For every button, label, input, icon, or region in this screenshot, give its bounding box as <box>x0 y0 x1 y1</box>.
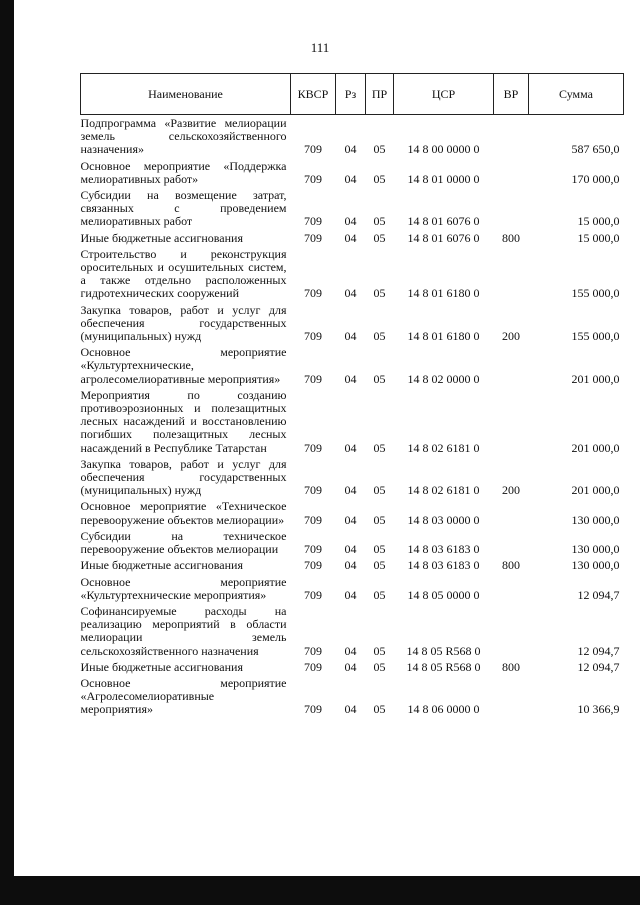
row-rz: 04 <box>344 483 357 498</box>
table-header-row <box>81 74 624 115</box>
row-csr: 14 8 02 0000 0 <box>407 371 480 386</box>
row-sum: 587 650,0 <box>571 142 620 157</box>
row-sum: 170 000,0 <box>571 171 620 186</box>
row-csr: 14 8 05 R568 0 <box>406 643 481 658</box>
row-csr: 14 8 01 0000 0 <box>407 171 480 186</box>
header-sum: Сумма <box>529 74 624 115</box>
row-pr: 05 <box>373 371 386 386</box>
budget-table-container <box>80 73 623 718</box>
row-sum: 201 000,0 <box>571 440 620 455</box>
row-pr: 05 <box>373 659 386 674</box>
row-kvsr: 709 <box>304 659 322 674</box>
row-csr: 14 8 02 6181 0 <box>407 440 480 455</box>
table-row <box>81 659 624 675</box>
row-vr: 200 <box>502 329 520 344</box>
row-pr: 05 <box>373 643 386 658</box>
row-sum: 130 000,0 <box>571 512 620 527</box>
row-kvsr: 709 <box>304 512 322 527</box>
row-vr <box>494 246 529 302</box>
table-row <box>81 187 624 230</box>
row-sum: 155 000,0 <box>571 286 620 301</box>
table-row <box>81 230 624 246</box>
row-kvsr: 709 <box>304 542 322 557</box>
row-kvsr: 709 <box>304 483 322 498</box>
row-name: Иные бюджетные ассигнования <box>80 659 243 674</box>
row-vr <box>494 528 529 557</box>
row-pr: 05 <box>373 171 386 186</box>
row-pr: 05 <box>373 542 386 557</box>
row-pr: 05 <box>373 329 386 344</box>
header-rz: Рз <box>336 74 366 115</box>
row-sum: 15 000,0 <box>577 230 620 245</box>
header-pr: ПР <box>366 74 394 115</box>
row-kvsr: 709 <box>304 643 322 658</box>
row-vr <box>494 158 529 187</box>
row-kvsr: 709 <box>304 142 322 157</box>
row-name: Мероприятия по созданию противоэрозионных и полезащитных лесных насаждений и восстановлению погибших полезащитных лесных насаждений в Республике Татарстан <box>80 387 287 455</box>
row-vr <box>494 603 529 659</box>
row-csr: 14 8 06 0000 0 <box>407 702 480 717</box>
row-sum: 155 000,0 <box>571 329 620 344</box>
row-csr: 14 8 00 0000 0 <box>407 142 480 157</box>
row-pr: 05 <box>373 702 386 717</box>
row-rz: 04 <box>344 512 357 527</box>
row-pr: 05 <box>373 558 386 573</box>
row-rz: 04 <box>344 558 357 573</box>
row-pr: 05 <box>373 230 386 245</box>
row-csr: 14 8 01 6180 0 <box>407 329 480 344</box>
row-vr: 800 <box>502 659 520 674</box>
row-rz: 04 <box>344 440 357 455</box>
page-number: 111 <box>310 40 330 55</box>
row-vr: 800 <box>502 230 520 245</box>
row-pr: 05 <box>373 512 386 527</box>
row-rz: 04 <box>344 371 357 386</box>
row-csr: 14 8 01 6180 0 <box>407 286 480 301</box>
row-kvsr: 709 <box>304 171 322 186</box>
row-name: Субсидии на возмещение затрат, связанных с проведением мелиоративных работ <box>80 188 287 229</box>
row-vr: 800 <box>502 558 520 573</box>
row-vr <box>494 187 529 230</box>
row-kvsr: 709 <box>304 286 322 301</box>
row-name: Субсидии на техническое перевооружение объектов мелиорации <box>80 528 287 557</box>
row-sum: 12 094,7 <box>577 643 620 658</box>
row-name: Иные бюджетные ассигнования <box>80 558 243 573</box>
row-vr <box>494 675 529 718</box>
row-rz: 04 <box>344 286 357 301</box>
row-rz: 04 <box>344 171 357 186</box>
row-name: Основное мероприятие «Культуртехнические мероприятия» <box>80 574 287 602</box>
row-vr <box>494 387 529 456</box>
row-vr <box>494 574 529 603</box>
scan-bottom-edge <box>0 876 640 905</box>
row-sum: 130 000,0 <box>571 558 620 573</box>
row-csr: 14 8 01 6076 0 <box>407 230 480 245</box>
row-csr: 14 8 03 6183 0 <box>407 558 480 573</box>
row-rz: 04 <box>344 329 357 344</box>
budget-table <box>80 73 624 718</box>
header-name: Наименование <box>81 74 291 115</box>
row-name: Основное мероприятие «Техническое перевооружение объектов мелиорации» <box>80 499 287 527</box>
row-name: Строительство и реконструкция оросительных и осушительных систем, а также отдельно расположенных гидротехнических сооружений <box>80 246 287 301</box>
table-row <box>81 498 624 527</box>
row-name: Софинансируемые расходы на реализацию мероприятий в области мелиорации земель сельскохозяйственного назначения <box>80 603 287 658</box>
row-name: Закупка товаров, работ и услуг для обеспечения государственных (муниципальных) нужд <box>80 456 287 498</box>
row-pr: 05 <box>373 483 386 498</box>
row-csr: 14 8 01 6076 0 <box>407 214 480 229</box>
row-rz: 04 <box>344 643 357 658</box>
row-vr: 200 <box>502 483 520 498</box>
row-kvsr: 709 <box>304 329 322 344</box>
row-rz: 04 <box>344 702 357 717</box>
row-csr: 14 8 05 0000 0 <box>407 587 480 602</box>
row-sum: 12 094,7 <box>577 587 620 602</box>
table-row <box>81 158 624 187</box>
row-kvsr: 709 <box>304 371 322 386</box>
row-pr: 05 <box>373 142 386 157</box>
scan-left-edge <box>0 0 14 905</box>
row-csr: 14 8 03 0000 0 <box>407 512 480 527</box>
row-kvsr: 709 <box>304 230 322 245</box>
row-kvsr: 709 <box>304 702 322 717</box>
row-csr: 14 8 05 R568 0 <box>406 659 481 674</box>
table-row <box>81 344 624 387</box>
row-rz: 04 <box>344 142 357 157</box>
row-pr: 05 <box>373 440 386 455</box>
row-vr <box>494 115 529 158</box>
row-name: Подпрограмма «Развитие мелиорации земель сельскохозяйственного назначения» <box>80 116 287 157</box>
header-kvsr: КВСР <box>291 74 336 115</box>
row-name: Закупка товаров, работ и услуг для обеспечения государственных (муниципальных) нужд <box>80 302 287 344</box>
row-sum: 201 000,0 <box>571 483 620 498</box>
row-pr: 05 <box>373 214 386 229</box>
row-pr: 05 <box>373 587 386 602</box>
row-name: Основное мероприятие «Агролесомелиоративные мероприятия» <box>80 675 287 717</box>
row-sum: 130 000,0 <box>571 542 620 557</box>
row-rz: 04 <box>344 542 357 557</box>
row-kvsr: 709 <box>304 214 322 229</box>
row-pr: 05 <box>373 286 386 301</box>
row-rz: 04 <box>344 587 357 602</box>
row-name: Основное мероприятие «Культуртехнические, агролесомелиоративные мероприятия» <box>80 345 287 386</box>
table-row <box>81 302 624 345</box>
row-csr: 14 8 02 6181 0 <box>407 483 480 498</box>
header-csr: ЦСР <box>394 74 494 115</box>
row-sum: 15 000,0 <box>577 214 620 229</box>
table-row <box>81 456 624 499</box>
table-row <box>81 115 624 158</box>
row-vr <box>494 498 529 527</box>
row-csr: 14 8 03 6183 0 <box>407 542 480 557</box>
row-name: Иные бюджетные ассигнования <box>80 230 243 245</box>
row-rz: 04 <box>344 214 357 229</box>
table-row <box>81 574 624 603</box>
row-kvsr: 709 <box>304 558 322 573</box>
row-rz: 04 <box>344 659 357 674</box>
header-vr: ВР <box>494 74 529 115</box>
table-row <box>81 557 624 573</box>
table-row <box>81 246 624 302</box>
row-kvsr: 709 <box>304 587 322 602</box>
row-sum: 10 366,9 <box>577 702 620 717</box>
row-rz: 04 <box>344 230 357 245</box>
table-row <box>81 528 624 557</box>
row-sum: 12 094,7 <box>577 659 620 674</box>
row-sum: 201 000,0 <box>571 371 620 386</box>
row-vr <box>494 344 529 387</box>
row-kvsr: 709 <box>304 440 322 455</box>
table-row <box>81 603 624 659</box>
row-name: Основное мероприятие «Поддержка мелиоративных работ» <box>80 158 287 186</box>
table-row <box>81 675 624 718</box>
table-row <box>81 387 624 456</box>
